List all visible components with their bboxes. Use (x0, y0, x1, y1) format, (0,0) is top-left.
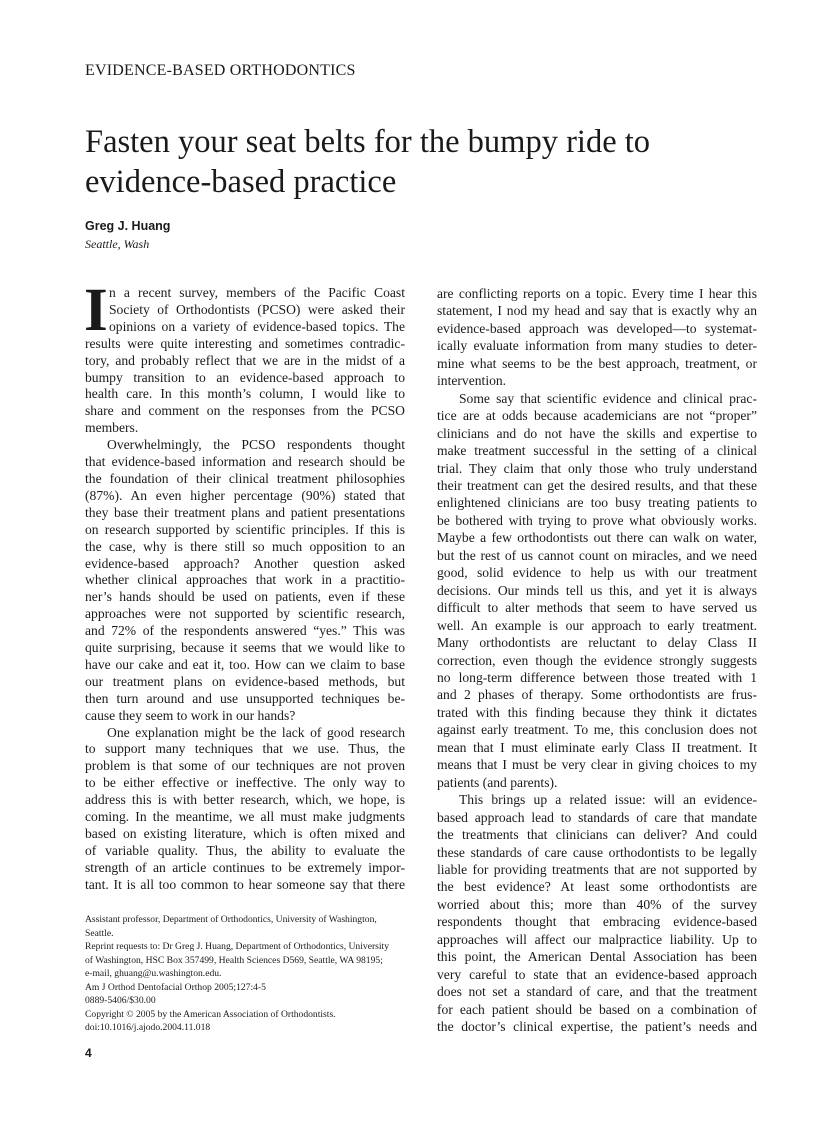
text-line: clinicians and do not have the skills and expertise to (437, 425, 757, 441)
text-line: trated with this finding because they think it dictates (437, 704, 757, 720)
text-line: to support many techniques that we use. Thus, the (85, 741, 405, 757)
title-line: evidence-based practice (85, 164, 397, 200)
text-line: based on existing literature, which is often mixed and (85, 826, 405, 841)
text-line: of variable quality. Thus, the ability to evaluate the (85, 842, 405, 858)
footnote-line: e-mail, ghuang@u.washington.edu. (85, 968, 222, 979)
text-line: their treatment can get the desired results, and that these (437, 477, 757, 493)
paragraph (85, 285, 405, 437)
text-line: very careful to state that an evidence-based approach (437, 966, 757, 982)
footnote-line: Copyright © 2005 by the American Association of Orthodontists. (85, 1008, 336, 1020)
text-line: address this is with better research, which, we hope, is (85, 792, 405, 808)
text-line: to be either effective or ineffective. The only way to (85, 775, 405, 791)
footnotes (85, 913, 407, 1035)
text-line: does not set a standard of care, and that the treatment (437, 984, 757, 1000)
footnote-line: Am J Orthod Dentofacial Orthop 2005;127:4-5 (85, 981, 266, 993)
text-line: the best evidence? At least some orthodontists are (437, 879, 757, 895)
text-line: they base their treatment plans and patient presentations (85, 504, 405, 520)
footnote-line: doi:10.1016/j.ajodo.2004.11.018 (85, 1022, 211, 1033)
text-line: evidence-based approach was developed—to systemat- (437, 320, 757, 336)
drop-cap: I (84, 277, 108, 344)
footnote-line: of Washington, HSC Box 357499, Health Sciences D569, Seattle, WA 98195; (85, 954, 383, 966)
body-column-left (85, 285, 405, 894)
text-line: statement, I nod my head and say that is exactly why an (437, 303, 757, 319)
text-line: ner’s hands should be used on patients, even if these (85, 589, 405, 605)
text-line: (87%). An even higher percentage (90%) stated that (85, 487, 405, 503)
text-line: enlightened clinicians are too busy treating patients to (437, 495, 757, 511)
paragraph (437, 285, 757, 390)
text-line: but the rest of us cannot count on miracles, and we need (437, 547, 757, 563)
text-line: be bothered with trying to prove what obviously works. (437, 512, 757, 528)
text-line: well. An example is our approach to early treatment. (437, 617, 757, 633)
text-line: bumpy transition to an evidence-based approach to (85, 369, 405, 385)
text-line: ically evaluate information from many studies to deter- (437, 338, 757, 354)
text-line: One explanation might be the lack of good research (107, 724, 405, 740)
text-line: mine what seems to be the best approach, treatment, or (437, 355, 757, 371)
title-line: Fasten your seat belts for the bumpy ride to (85, 124, 651, 160)
text-line: coming. In the meantime, we all must make judgments (85, 809, 405, 825)
text-line: n a recent survey, members of the Pacific Coast (109, 285, 405, 300)
text-line: This brings up a related issue: will an evidence- (459, 792, 757, 808)
text-line: good, solid evidence to help us with our treatment (437, 565, 757, 581)
section-heading: EVIDENCE-BASED ORTHODONTICS (85, 62, 356, 79)
text-line: are conflicting reports on a topic. Every time I hear this (437, 286, 757, 301)
text-line: respondents thought that embracing evidence-based (437, 914, 757, 930)
text-line: our treatment plans on evidence-based methods, but (85, 673, 405, 689)
text-line: and 72% of the respondents answered “yes.” This was (85, 623, 405, 639)
text-line: health care. In this month’s column, I would like to (85, 386, 405, 402)
text-line: patients (and parents). (437, 774, 558, 790)
text-line: the doctor’s clinical expertise, the patient’s needs and (437, 1019, 757, 1035)
paragraph (85, 725, 405, 894)
text-line: the foundation of their clinical treatment philosophies (85, 470, 405, 486)
text-line: liable for providing treatments that are not supported by (437, 861, 757, 877)
page-number: 4 (85, 1046, 92, 1060)
footnote-line: Seattle. (85, 927, 114, 939)
text-line: worried about this; more than 40% of the survey (437, 896, 757, 912)
text-line: cause they seem to work in our hands? (85, 707, 296, 723)
text-line: Many orthodontists are reluctant to delay Class II (437, 635, 757, 651)
text-line: share and comment on the responses from the PCSO (85, 403, 405, 419)
text-line: no long-term difference between those treated with 1 (437, 669, 757, 685)
text-line: have our cake and eat it, too. How can we claim to base (85, 656, 405, 672)
text-line: Overwhelmingly, the PCSO respondents thought (107, 437, 405, 453)
text-line: and 2 phases of therapy. Some orthodontists are frus- (437, 687, 757, 703)
text-line: evidence-based approach? Another question asked (85, 555, 405, 571)
text-line: means that I must be very clear in giving choices to my (437, 757, 757, 773)
footnote-line: Reprint requests to: Dr Greg J. Huang, Department of Orthodontics, University (85, 941, 390, 952)
text-line: that evidence-based information and research should be (85, 454, 405, 470)
text-line: then turn around and use unsupported techniques be- (85, 690, 405, 706)
text-line: quite surprising, because it seems that we would like to (85, 640, 405, 656)
text-line: on research supported by scientific principles. If this is (85, 521, 405, 537)
text-line: whether clinical approaches that work in a practitio- (85, 572, 405, 588)
text-line: make treatment successful in the setting of a clinical (437, 443, 757, 459)
author-location: Seattle, Wash (85, 237, 150, 251)
text-line: trial. They claim that only those who truly understand (437, 460, 757, 476)
text-line: based approach lead to standards of care that mandate (437, 809, 757, 825)
text-line: the case, why is there still so much opposition to an (85, 538, 405, 554)
text-line: tice are at odds because academicians are not “proper” (437, 408, 757, 424)
text-line: Society of Orthodontists (PCSO) were asked their (109, 301, 405, 317)
text-line: Maybe a few orthodontists out there can walk on water, (437, 530, 757, 546)
text-line: correction, even though the evidence strongly suggests (437, 652, 757, 668)
text-line: mean that I must eliminate early Class II treatment. It (437, 739, 757, 755)
paragraph (85, 437, 405, 724)
text-line: against early treatment. To me, this conclusion does not (437, 722, 757, 738)
text-line: for each patient should be based on a combination of (437, 1001, 757, 1017)
text-line: intervention. (437, 373, 507, 389)
text-line: difficult to alter methods that seem to have served us (437, 600, 757, 616)
footnote-line: Assistant professor, Department of Orthodontics, University of Washington, (85, 914, 377, 925)
author-name: Greg J. Huang (85, 219, 171, 233)
text-line: strength of an article continues to be extremely impor- (85, 859, 405, 875)
text-line: members. (85, 420, 139, 436)
text-line: approaches were not supported by scientific research, (85, 606, 405, 622)
text-line: tory, and probably reflect that we are in the midst of a (85, 352, 405, 368)
text-line: approaches will affect our malpractice liability. Up to (437, 931, 757, 947)
text-line: the treatments that clinicians can deliver? And could (437, 827, 757, 843)
paragraph (437, 791, 757, 1035)
text-line: this point, the American Dental Association has been (437, 949, 757, 965)
text-line: decisions. Our minds tell us this, and yet it is always (437, 582, 757, 598)
text-line: opinions on a variety of evidence-based topics. The (109, 318, 405, 334)
article-title (85, 122, 785, 202)
text-line: problem is that some of our techniques are not proven (85, 758, 405, 774)
body-column-right (437, 285, 757, 1035)
paragraph (437, 390, 757, 791)
footnote-line: 0889-5406/$30.00 (85, 995, 156, 1006)
text-line: these standards of care cause orthodontists to be legally (437, 844, 757, 860)
text-line: Some say that scientific evidence and clinical prac- (459, 390, 757, 406)
text-line: results were quite interesting and sometimes contradic- (85, 335, 405, 351)
text-line: tant. It is all too common to hear someone say that there (85, 876, 405, 892)
